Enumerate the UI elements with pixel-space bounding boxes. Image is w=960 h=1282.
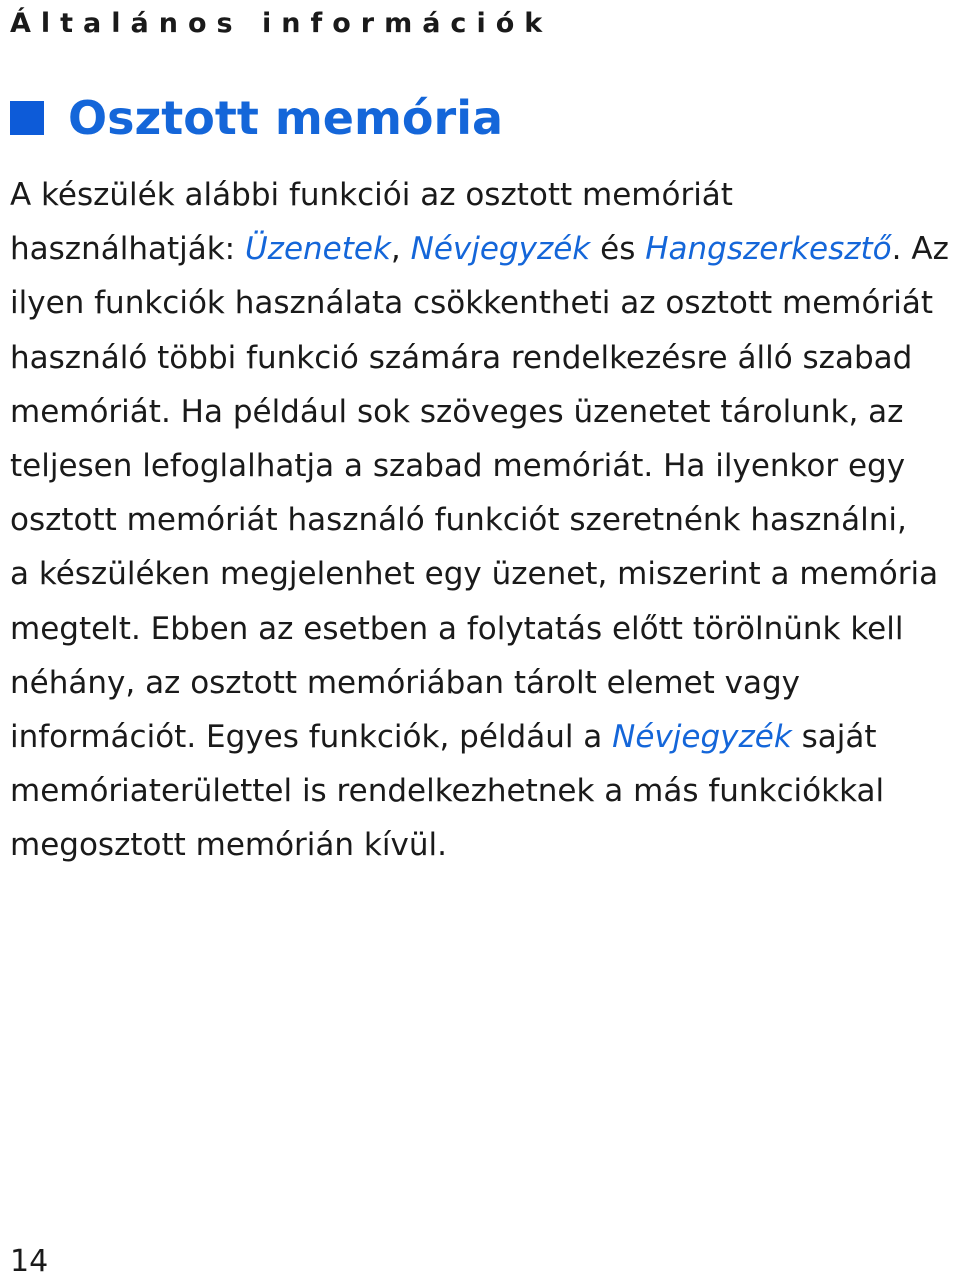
- paragraph-line: a készüléken megjelenhet egy üzenet, miszerint a memória: [10, 556, 939, 593]
- paragraph-line: megtelt. Ebben az esetben a folytatás előtt törölnünk kell: [10, 610, 904, 647]
- paragraph-line: [10, 710, 954, 764]
- paragraph-line: osztott memóriát használó funkciót szeretnénk használni,: [10, 502, 907, 539]
- link-nevjegyzek-2[interactable]: Névjegyzék: [612, 718, 792, 755]
- body-paragraph: [10, 168, 954, 872]
- text-run: saját: [791, 718, 877, 755]
- paragraph-line: [10, 222, 954, 276]
- paragraph-line: memóriát. Ha például sok szöveges üzenetet tárolunk, az: [10, 393, 904, 430]
- text-run: ,: [390, 231, 411, 268]
- section-heading: [10, 88, 503, 148]
- running-header: Általános információk: [10, 8, 553, 39]
- link-uzenetek[interactable]: Üzenetek: [244, 231, 391, 268]
- page-number: 14: [10, 1244, 49, 1279]
- section-title: Osztott memória: [68, 91, 504, 145]
- link-hangszerkeszto[interactable]: Hangszerkesztő: [645, 231, 892, 268]
- paragraph-line: megosztott memórián kívül.: [10, 827, 447, 864]
- paragraph-line: memóriaterülettel is rendelkezhetnek a más funkciókkal: [10, 773, 885, 810]
- text-run: használhatják:: [10, 231, 245, 268]
- link-nevjegyzek[interactable]: Névjegyzék: [410, 231, 591, 268]
- paragraph-line: néhány, az osztott memóriában tárolt elemet vagy: [10, 664, 801, 701]
- text-run: információt. Egyes funkciók, például a: [10, 718, 613, 755]
- paragraph-line: A készülék alábbi funkciói az osztott memóriát: [10, 177, 733, 213]
- square-bullet-icon: [10, 101, 44, 135]
- paragraph-line: teljesen lefoglalhatja a szabad memóriát. Ha ilyenkor egy: [10, 447, 906, 484]
- text-run: és: [590, 231, 646, 268]
- paragraph-line: használó többi funkció számára rendelkezésre álló szabad: [10, 339, 913, 376]
- paragraph-line: ilyen funkciók használata csökkentheti az osztott memóriát: [10, 285, 933, 322]
- text-run: . Az: [891, 231, 949, 268]
